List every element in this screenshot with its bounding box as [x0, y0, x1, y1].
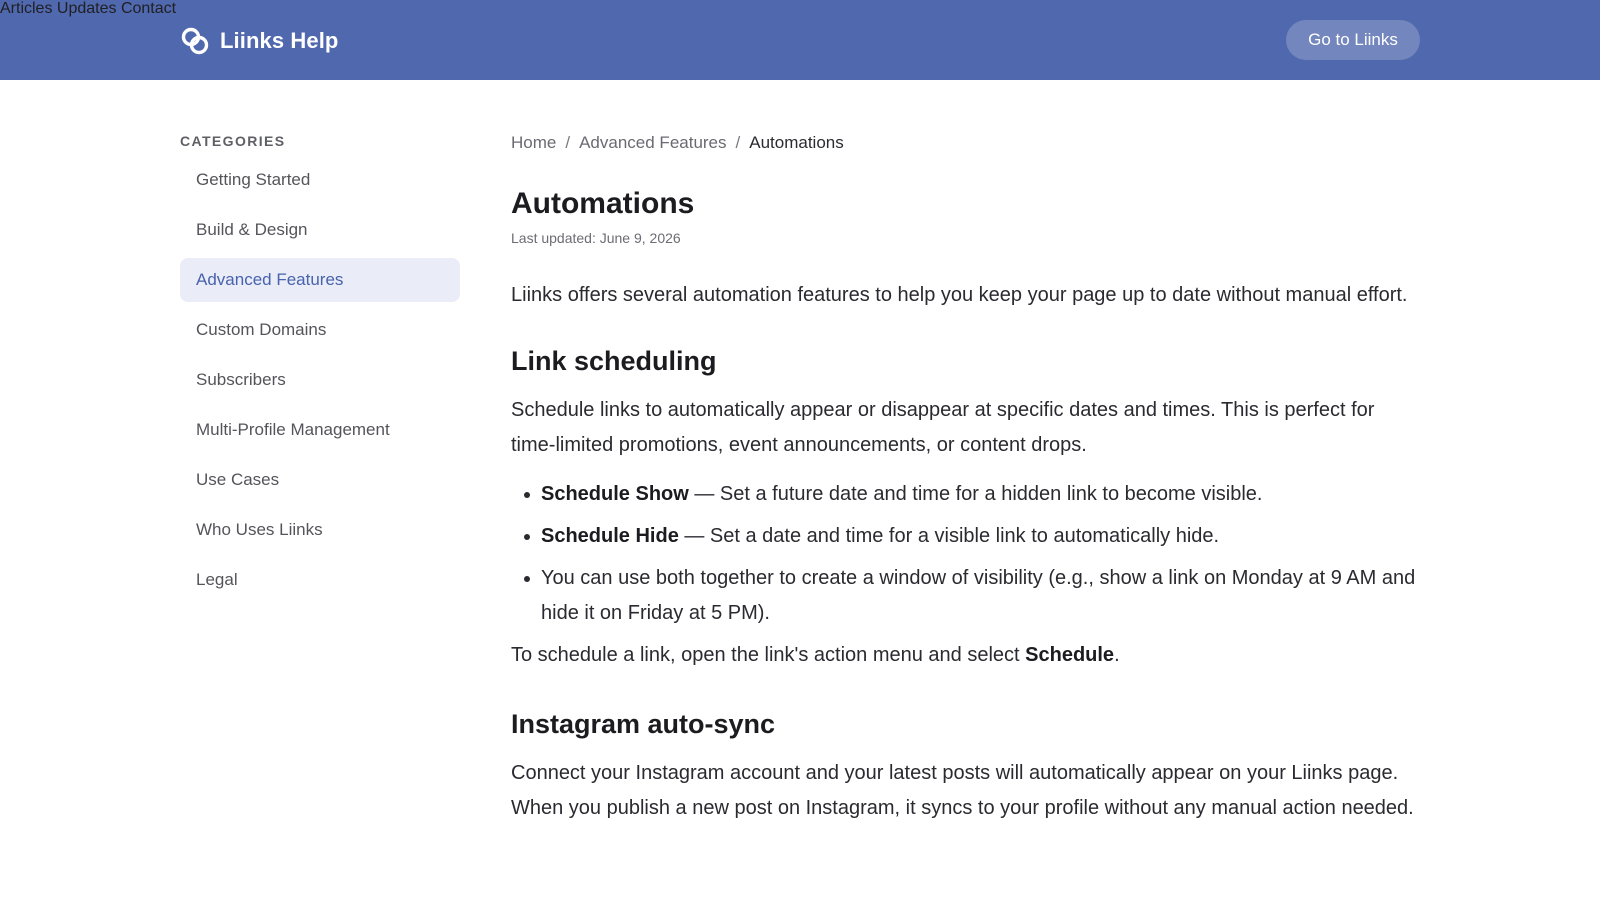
- article-content: [511, 130, 1421, 826]
- breadcrumb-current: Automations: [749, 133, 844, 152]
- sidebar-item-use-cases[interactable]: Use Cases: [196, 470, 280, 489]
- schedule-action-term: Schedule: [1025, 644, 1115, 666]
- brand-name: Liinks Help: [220, 28, 339, 53]
- sidebar-item-build-and-design[interactable]: Build & Design: [196, 220, 308, 239]
- categories-heading: CATEGORIES: [180, 133, 286, 149]
- sidebar-item-subscribers[interactable]: Subscribers: [196, 370, 286, 389]
- scheduling-bullet-list: [511, 477, 1421, 631]
- bullet-visibility-window: [511, 561, 1421, 631]
- liinks-logo-icon: [180, 26, 210, 56]
- bullet-text: You can use both together to create a window of visibility (e.g., show a link on Monday at 9 AM and hide it on Friday at 5 PM).: [541, 567, 1416, 624]
- nav-contact-link[interactable]: Contact: [120, 0, 177, 17]
- brand-link[interactable]: [180, 24, 338, 58]
- categories-sidebar: [180, 130, 460, 608]
- link-scheduling-paragraph: Schedule links to automatically appear or disappear at specific dates and times. This is perfect for time-limited promotions, event announcements, or content drops.: [511, 399, 1375, 456]
- breadcrumb: [511, 130, 1421, 156]
- category-list: [180, 158, 460, 602]
- bullet-text: — Set a future date and time for a hidden link to become visible.: [688, 483, 1263, 505]
- breadcrumb-separator: /: [565, 133, 571, 152]
- instagram-auto-sync-paragraph: Connect your Instagram account and your latest posts will automatically appear on your Liinks page. When you publish a new post on Instagram, it syncs to your profile without any manual action needed.: [511, 762, 1414, 819]
- section-heading-instagram-auto-sync: Instagram auto-sync: [511, 709, 776, 739]
- breadcrumb-advanced-features-link[interactable]: Advanced Features: [579, 133, 727, 152]
- schedule-howto-paragraph: [511, 638, 1421, 673]
- howto-text: To schedule a link, open the link's action menu and select: [511, 644, 1026, 666]
- bullet-bold-term: Schedule Hide: [541, 525, 679, 547]
- breadcrumb-separator: /: [735, 133, 741, 152]
- page-title: Automations: [511, 187, 695, 220]
- nav-articles-link[interactable]: Articles: [0, 0, 53, 17]
- sidebar-item-advanced-features[interactable]: Advanced Features: [180, 258, 460, 302]
- sidebar-item-who-uses-liinks[interactable]: Who Uses Liinks: [196, 520, 323, 539]
- header-nav: [0, 0, 1600, 18]
- bullet-schedule-show: [511, 477, 1421, 512]
- sidebar-item-multi-profile-management[interactable]: Multi-Profile Management: [196, 420, 390, 439]
- go-to-liinks-button[interactable]: Go to Liinks: [1286, 20, 1420, 60]
- sidebar-item-getting-started[interactable]: Getting Started: [196, 170, 311, 189]
- bullet-text: — Set a date and time for a visible link to automatically hide.: [678, 525, 1220, 547]
- sidebar-item-legal[interactable]: Legal: [196, 570, 238, 589]
- section-heading-link-scheduling: Link scheduling: [511, 346, 717, 376]
- last-updated-date: Last updated: June 9, 2026: [511, 230, 681, 246]
- breadcrumb-home-link[interactable]: Home: [511, 133, 557, 152]
- sidebar-item-custom-domains[interactable]: Custom Domains: [196, 320, 327, 339]
- top-navigation-bar: [0, 0, 1600, 80]
- howto-period: .: [1114, 644, 1120, 666]
- bullet-bold-term: Schedule Show: [541, 483, 689, 505]
- nav-updates-link[interactable]: Updates: [56, 0, 117, 17]
- intro-paragraph: Liinks offers several automation features to help you keep your page up to date without manual effort.: [511, 284, 1408, 306]
- bullet-schedule-hide: [511, 519, 1421, 554]
